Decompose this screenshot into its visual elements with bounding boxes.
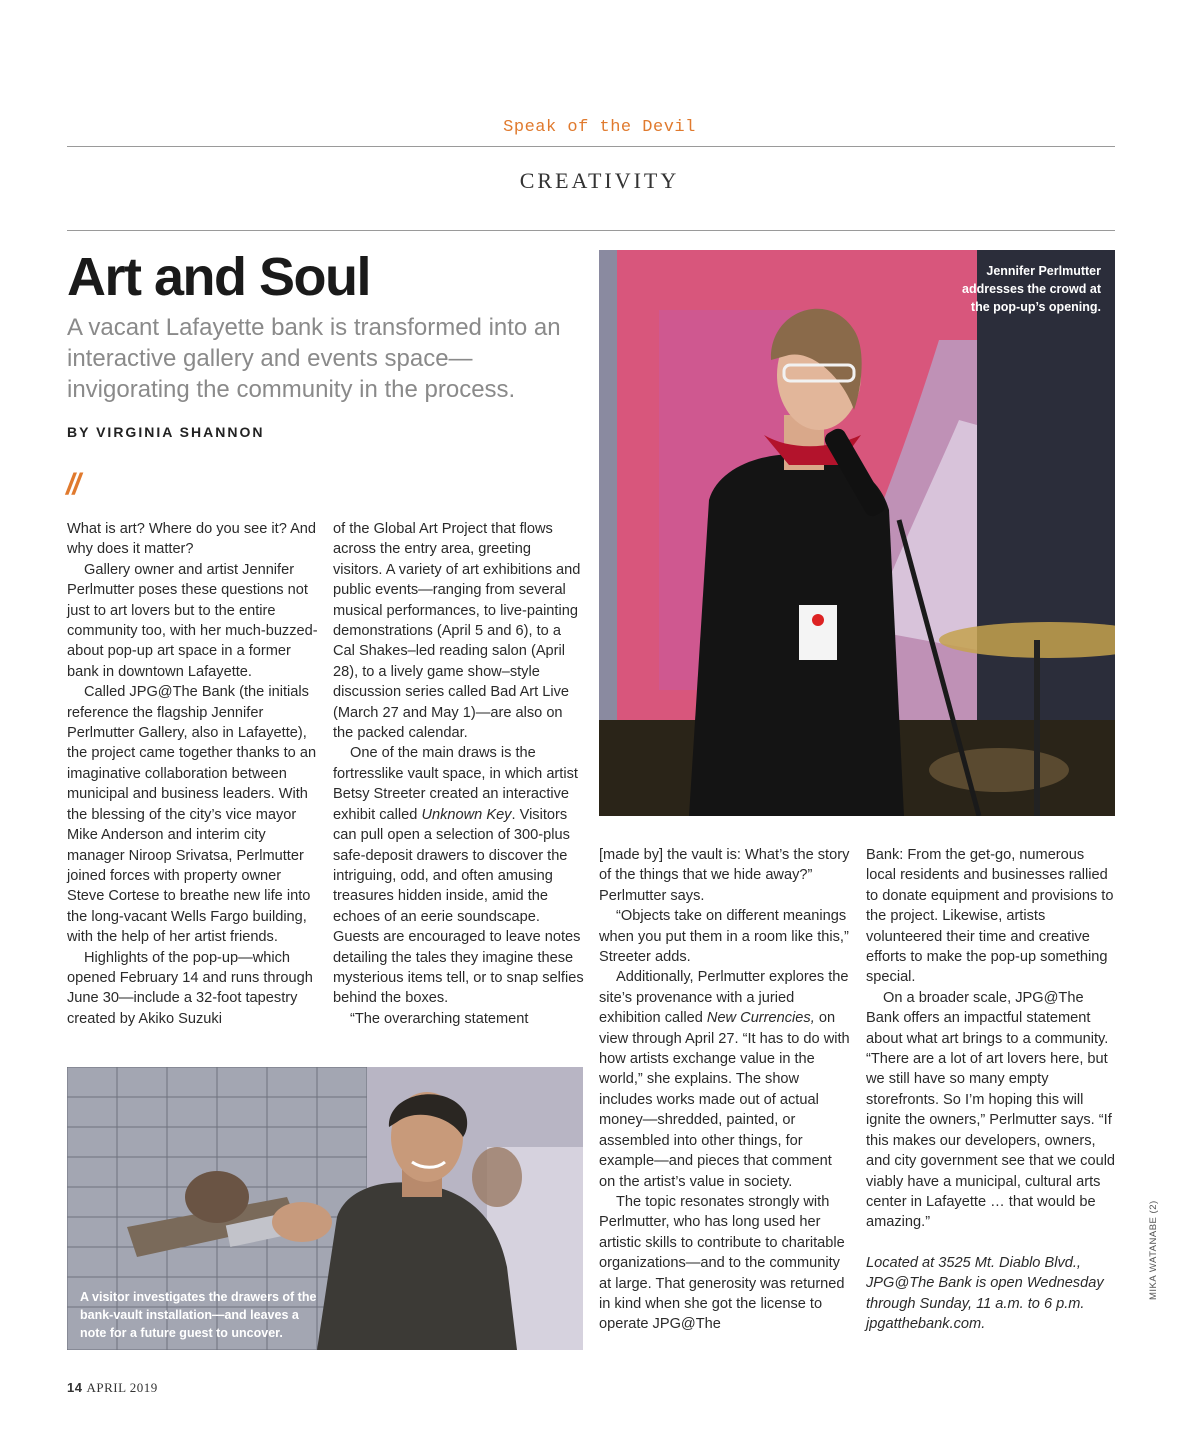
column-4 bbox=[866, 845, 1117, 1334]
col4-paragraph: On a broader scale, JPG@The Bank offers an impactful statement about what art brings to a community. “There are a lot of art lovers here, but we still have so many empty storefronts. So I’m hoping this will ignite the owners,” Perlmutter says. “If this makes our developers, owners, and city government see that we could viably have a municipal, cultural arts center in Lafayette … that would be amazing.” bbox=[866, 989, 1116, 1231]
article-dek: A vacant Lafayette bank is transformed into an interactive gallery and events space—invigorating the community in the process. bbox=[67, 314, 561, 403]
col1-paragraph: What is art? Where do you see it? And why does it matter? bbox=[67, 521, 317, 558]
text-run: . Visitors can pull open a selection of 300-plus safe-deposit drawers to discover the intriguing, odd, and often amusing treasures hidden inside, amid the echoes of an eerie soundscape. Guests are encouraged to leave notes detailing the tales they imagine these mysterious items tell, or to snap selfies behind the boxes. bbox=[333, 806, 584, 1007]
article-title: Art and Soul bbox=[67, 247, 370, 307]
issue-date: APRIL 2019 bbox=[86, 1380, 158, 1395]
vault-photo bbox=[67, 1067, 583, 1350]
top-divider bbox=[67, 146, 1115, 147]
col1-paragraph: Called JPG@The Bank (the initials reference the flagship Jennifer Perlmutter Gallery, also in Lafayette), the project came together thanks to an imaginative collaboration between municipal and business leaders. With the blessing of the city’s vice mayor Mike Anderson and interim city manager Niroop Srivatsa, Perlmutter joined forces with property owner Steve Cortese to breathe new life into the long-vacant Wells Fargo building, with the help of her artist friends. bbox=[67, 684, 317, 946]
column-2 bbox=[333, 519, 584, 1029]
photo-credit: MIKA WATANABE (2) bbox=[1148, 1200, 1159, 1300]
section-label: CREATIVITY bbox=[519, 168, 680, 193]
text-run: on view through April 27. “It has to do with how artists exchange value in the world,” she explains. The show includes works made out of actual money—shredded, painted, or assembled into other things, for example—and pieces that comment on the artist’s value in society. bbox=[599, 1010, 850, 1190]
text-run: One of the main draws is the fortresslike vault space, in which artist Betsy Streeter created an interactive exhibit called bbox=[333, 745, 578, 823]
kicker: Speak of the Devil bbox=[503, 118, 696, 137]
lead-mark: // bbox=[66, 468, 79, 501]
col3-paragraph: “Objects take on different meanings when you put them in a room like this,” Streeter adds. bbox=[599, 908, 849, 966]
col4-paragraph: Bank: From the get-go, numerous local residents and businesses rallied to donate equipment and provisions to the project. Likewise, artists volunteered their time and creative efforts to make the pop-up something special. bbox=[866, 847, 1114, 986]
byline: BY VIRGINIA SHANNON bbox=[67, 424, 265, 440]
top-photo-caption: Jennifer Perlmutter addresses the crowd at the pop-up’s opening. bbox=[962, 264, 1101, 314]
column-3 bbox=[599, 845, 850, 1335]
bottom-photo-caption: A visitor investigates the drawers of the bank-vault installation—and leaves a note for a future guest to uncover. bbox=[80, 1290, 317, 1340]
section-divider bbox=[67, 230, 1115, 231]
exhibit-title: Unknown Key bbox=[421, 806, 512, 823]
venue-info: Located at 3525 Mt. Diablo Blvd., JPG@The Bank is open Wednesday through Sunday, 11 a.m. to 6 p.m. jpgatthebank.com. bbox=[866, 1254, 1104, 1332]
text-run: Additionally, Perlmutter explores the site’s provenance with a juried exhibition called bbox=[599, 969, 849, 1027]
speaker-photo bbox=[599, 250, 1115, 816]
col3-paragraph bbox=[599, 967, 850, 1191]
speaker-photo-illustration bbox=[599, 250, 1115, 816]
col2-paragraph bbox=[333, 743, 584, 1008]
col2-paragraph: “The overarching statement bbox=[350, 1010, 529, 1027]
exhibition-title: New Currencies, bbox=[706, 1010, 815, 1027]
folio bbox=[67, 1380, 158, 1396]
column-1 bbox=[67, 519, 318, 1029]
col1-paragraph: Highlights of the pop-up—which opened February 14 and runs through June 30—include a 32-foot tapestry created by Akiko Suzuki bbox=[67, 949, 313, 1027]
col3-paragraph: The topic resonates strongly with Perlmutter, who has long used her artistic skills to contribute to charitable organizations—and to the community at large. That generosity was returned in kind when she got the license to operate JPG@The bbox=[599, 1193, 845, 1333]
col3-paragraph: [made by] the vault is: What’s the story of the things that we hide away?” Perlmutter says. bbox=[599, 847, 850, 904]
page-number: 14 bbox=[67, 1380, 83, 1395]
col1-paragraph: Gallery owner and artist Jennifer Perlmutter poses these questions not just to art lovers but to the entire community too, with her much-buzzed-about pop-up art space in a former bank in downtown Lafayette. bbox=[67, 561, 318, 680]
col2-paragraph: of the Global Art Project that flows across the entry area, greeting visitors. A variety of art exhibitions and public events—ranging from several musical performances, to live-painting demonstrations (April 5 and 6), to a Cal Shakes–led reading salon (April 28), to a lively game show–style discussion series called Bad Art Live (March 27 and May 1)—are also on the packed calendar. bbox=[333, 521, 581, 742]
